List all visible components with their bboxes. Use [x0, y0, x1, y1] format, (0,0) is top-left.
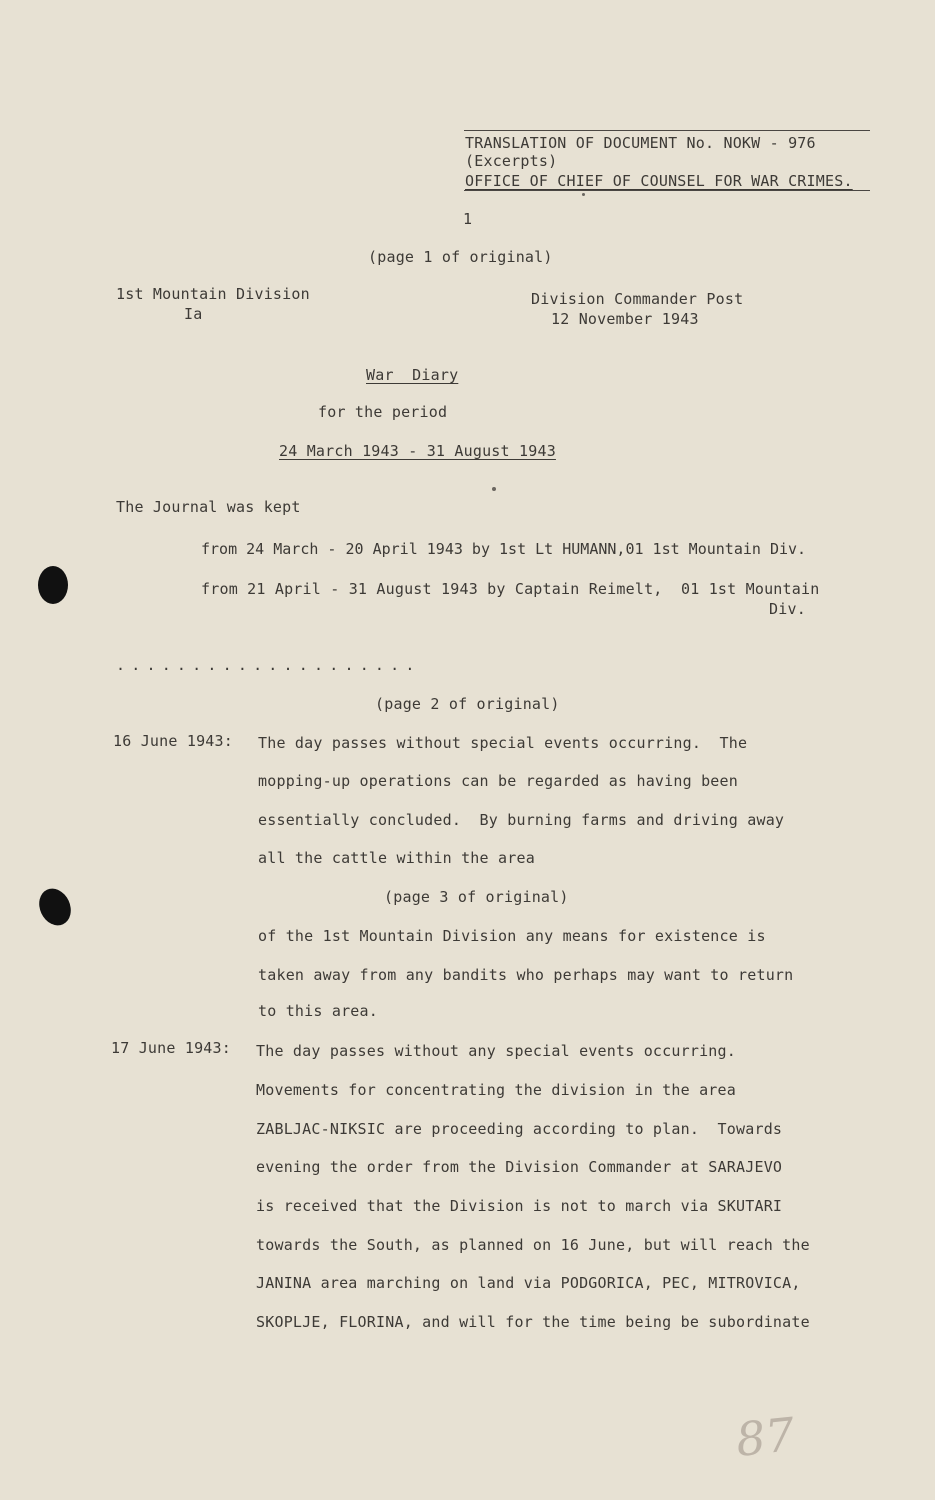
period-label: for the period: [318, 403, 448, 421]
header-line-3: OFFICE OF CHIEF OF COUNSEL FOR WAR CRIMES.: [465, 172, 853, 190]
punch-hole-bottom: [33, 883, 76, 930]
entry-16-line: mopping-up operations can be regarded as having been: [258, 772, 738, 790]
entry-16-line: all the cattle within the area: [258, 849, 535, 867]
entry-16-cont-line: taken away from any bandits who perhaps may want to return: [258, 966, 794, 984]
header-line-2: (Excerpts): [465, 152, 558, 170]
entry-date-17-june: 17 June 1943:: [111, 1039, 231, 1057]
post-date: 12 November 1943: [551, 310, 699, 328]
entry-17-line: is received that the Division is not to march via SKUTARI: [256, 1197, 783, 1215]
paper-speck: [582, 193, 585, 196]
entry-16-cont-line: to this area.: [258, 1002, 378, 1020]
post-name: Division Commander Post: [531, 290, 744, 308]
entry-16-line: essentially concluded. By burning farms and driving away: [258, 811, 785, 829]
entry-16-cont-line: of the 1st Mountain Division any means for existence is: [258, 927, 766, 945]
entry-17-line: JANINA area marching on land via PODGORICA, PEC, MITROVICA,: [256, 1274, 801, 1292]
entry-17-line: towards the South, as planned on 16 June, but will reach the: [256, 1236, 810, 1254]
entry-17-line: evening the order from the Division Commander at SARAJEVO: [256, 1158, 783, 1176]
page-ref-2: (page 2 of original): [375, 695, 560, 713]
handwritten-page-mark: 87: [733, 1407, 798, 1467]
document-title: War Diary: [366, 366, 459, 384]
header-bottom-rule: [464, 190, 870, 191]
entry-17-line: ZABLJAC-NIKSIC are proceeding according to plan. Towards: [256, 1120, 783, 1138]
paper-speck: [492, 487, 496, 491]
punch-hole-top: [38, 566, 68, 604]
unit-name: 1st Mountain Division: [116, 285, 310, 303]
entry-date-16-june: 16 June 1943:: [113, 732, 233, 750]
header-line-1: TRANSLATION OF DOCUMENT No. NOKW - 976: [465, 134, 816, 152]
separator-dots: ....................: [116, 656, 421, 674]
header-top-rule: [464, 130, 870, 131]
journal-intro: The Journal was kept: [116, 498, 301, 516]
page-number: 1: [463, 210, 473, 228]
journal-entry-2: from 21 April - 31 August 1943 by Captain Reimelt, 01 1st Mountain: [201, 580, 820, 598]
entry-17-line: SKOPLJE, FLORINA, and will for the time being be subordinate: [256, 1313, 810, 1331]
entry-17-line: The day passes without any special events occurring.: [256, 1042, 736, 1060]
unit-section: Ia: [184, 305, 203, 323]
page-ref-1: (page 1 of original): [368, 248, 553, 266]
page-ref-3: (page 3 of original): [384, 888, 569, 906]
period-dates: 24 March 1943 - 31 August 1943: [279, 442, 556, 460]
journal-entry-1: from 24 March - 20 April 1943 by 1st Lt HUMANN,01 1st Mountain Div.: [201, 540, 807, 558]
entry-16-line: The day passes without special events occurring. The: [258, 734, 748, 752]
journal-entry-2-cont: Div.: [769, 600, 806, 618]
entry-17-line: Movements for concentrating the division in the area: [256, 1081, 736, 1099]
